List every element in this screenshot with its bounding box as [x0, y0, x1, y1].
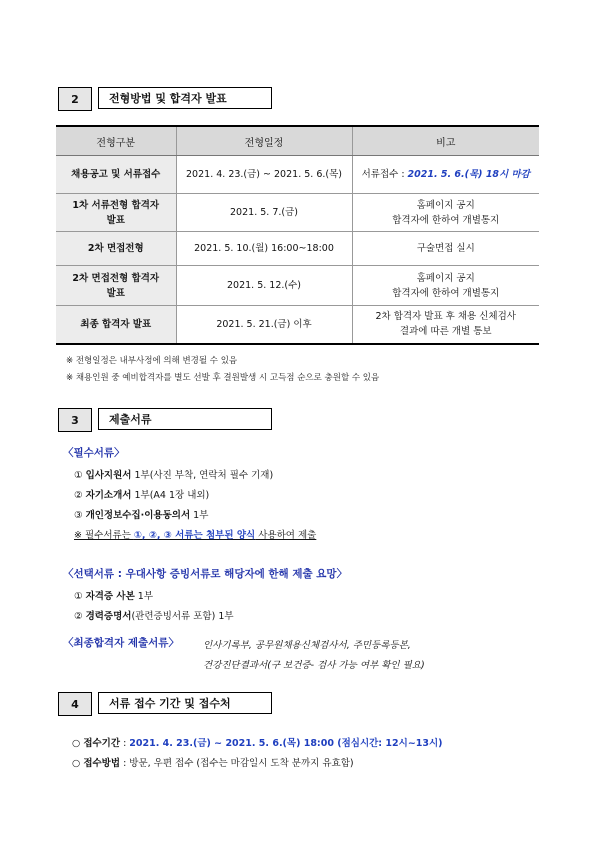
table-row [56, 194, 539, 232]
date-cell: 2021. 5. 7.(금) [176, 194, 352, 232]
item-name: 자기소개서 [85, 490, 132, 501]
final-docs-heading: 〈최종합격자 제출서류〉 [63, 637, 179, 649]
schedule-note: ※ 전형일정은 내부사정에 의해 변경될 수 있음 [66, 356, 238, 366]
note-highlight: ①, ②, ③ 서류는 첨부된 양식 [133, 530, 256, 541]
table-row [56, 232, 539, 266]
section-title: 전형방법 및 합격자 발표 [98, 87, 272, 109]
stage-line: 1차 서류전형 합격자 [72, 199, 160, 211]
item-desc: 1부 [134, 591, 154, 602]
section-title: 서류 접수 기간 및 접수처 [98, 692, 272, 714]
date-cell: 2021. 5. 12.(수) [176, 266, 352, 306]
final-docs-line: 건강진단결과서(구 보건증- 검사 가능 여부 확인 필요) [203, 660, 425, 671]
note-cell [352, 266, 539, 306]
note-line: 홈페이지 공지 [416, 272, 475, 284]
stage-line: 발표 [106, 287, 125, 299]
note-prefix: 서류접수 : [361, 169, 408, 180]
period-label: 접수기간 [83, 738, 121, 749]
note-line: 합격자에 한하여 개별통지 [392, 287, 500, 299]
column-header: 전형일정 [176, 126, 352, 156]
list-item [74, 507, 208, 521]
item-desc: 1부(A4 1장 내외) [131, 490, 210, 501]
item-desc: 1부 [190, 510, 209, 521]
stage-cell: 2차 면접전형 [56, 232, 176, 266]
item-name: 경력증명서 [85, 611, 132, 622]
date-cell: 2021. 5. 10.(월) 16:00~18:00 [176, 232, 352, 266]
item-name: 입사지원서 [85, 470, 132, 481]
section-4-header [58, 692, 272, 716]
period-sep: : [120, 738, 130, 749]
section-number: 4 [58, 692, 92, 716]
reception-method [72, 755, 354, 769]
section-number: 3 [58, 408, 92, 432]
schedule-table [56, 125, 539, 345]
item-marker: ② [74, 611, 83, 622]
list-item [74, 608, 234, 622]
item-desc: (관련증빙서류 포함) 1부 [131, 611, 234, 622]
note-suffix: 사용하여 제출 [255, 530, 317, 541]
method-value: : 방문, 우편 접수 (접수는 마감일시 도착 분까지 유효함) [120, 758, 354, 769]
method-label: 접수방법 [83, 758, 121, 769]
stage-line: 2차 면접전형 합격자 [72, 272, 160, 284]
date-cell: 2021. 5. 21.(금) 이후 [176, 306, 352, 344]
stage-cell: 채용공고 및 서류접수 [56, 156, 176, 194]
section-2-header [58, 87, 272, 111]
note-line: 홈페이지 공지 [416, 199, 475, 211]
note-cell: 구술면접 실시 [352, 232, 539, 266]
section-3-header [58, 408, 272, 432]
table-row [56, 306, 539, 344]
item-marker: ② [74, 490, 83, 501]
bullet-icon: ○ [72, 758, 81, 769]
list-item [74, 467, 273, 481]
required-docs-heading: 〈필수서류〉 [63, 447, 125, 459]
date-cell: 2021. 4. 23.(금) ~ 2021. 5. 6.(목) [176, 156, 352, 194]
note-cell [352, 194, 539, 232]
stage-cell [56, 194, 176, 232]
section-number: 2 [58, 87, 92, 111]
note-line: 2차 합격자 발표 후 채용 신체검사 [375, 311, 516, 323]
list-item [74, 588, 153, 602]
note-prefix: ※ 필수서류는 [74, 530, 134, 541]
section-title: 제출서류 [98, 408, 272, 430]
item-marker: ③ [74, 510, 83, 521]
optional-docs-heading: 〈선택서류 : 우대사항 증빙서류로 해당자에 한해 제출 요망〉 [63, 568, 348, 580]
list-item [74, 487, 209, 501]
table-row [56, 266, 539, 306]
item-marker: ① [74, 591, 83, 602]
column-header: 전형구분 [56, 126, 176, 156]
reception-period [72, 735, 443, 749]
stage-line: 발표 [106, 214, 125, 226]
column-header: 비고 [352, 126, 539, 156]
item-desc: 1부(사진 부착, 연락처 필수 기재) [131, 470, 274, 481]
item-marker: ① [74, 470, 83, 481]
item-name: 개인정보수집·이용동의서 [85, 510, 191, 521]
deadline-highlight: 2021. 5. 6.(목) 18시 마감 [407, 169, 530, 180]
schedule-note: ※ 채용인원 중 예비합격자를 별도 선발 후 결원발생 시 고득점 순으로 충원할 수 있음 [66, 373, 380, 383]
table-header-row [56, 126, 539, 156]
note-line: 결과에 따른 개별 통보 [399, 326, 492, 338]
stage-cell: 최종 합격자 발표 [56, 306, 176, 344]
note-cell [352, 156, 539, 194]
required-docs-note [74, 527, 316, 541]
note-cell [352, 306, 539, 344]
item-name: 자격증 사본 [85, 591, 135, 602]
stage-cell [56, 266, 176, 306]
table-row [56, 156, 539, 194]
bullet-icon: ○ [72, 738, 81, 749]
note-line: 합격자에 한하여 개별통지 [392, 214, 500, 226]
period-value: 2021. 4. 23.(금) ~ 2021. 5. 6.(목) 18:00 (점심시간: 12시~13시) [129, 738, 443, 749]
final-docs-line: 인사기록부, 공무원채용신체검사서, 주민등록등본, [203, 640, 411, 651]
